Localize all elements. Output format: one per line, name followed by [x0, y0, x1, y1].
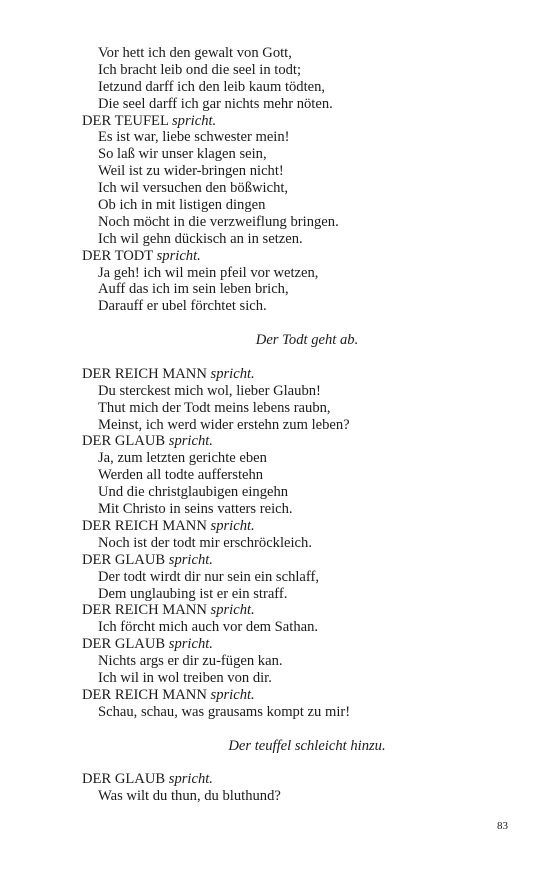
verse-line: Der todt wirdt dir nur sein ein schlaff,: [98, 568, 320, 585]
blank-line: [82, 349, 482, 366]
verse-line: Ich bracht leib ond die seel in todt;: [98, 61, 302, 78]
page-number: 83: [497, 820, 508, 832]
verse-line: Noch möcht in die verzweiflung bringen.: [98, 213, 339, 230]
verse-line: Und die christglaubigen eingehn: [98, 484, 289, 501]
verse-line: Die seel darff ich gar nichts mehr nöten.: [98, 95, 333, 112]
speaker-heading: [82, 552, 482, 569]
verse-line: Schau, schau, was grausams kompt zu mir!: [98, 703, 351, 720]
verse-line: Ich wil gehn dückisch an in setzen.: [98, 230, 303, 247]
speaker-verb: spricht.: [168, 433, 213, 450]
verse-line: Ja geh! ich wil mein pfeil vor wetzen,: [98, 264, 319, 281]
speaker-heading: [82, 771, 482, 788]
verse-line: Thut mich der Todt meins lebens raubn,: [98, 399, 331, 416]
speaker-heading: [82, 248, 482, 265]
speaker-verb: spricht.: [210, 365, 255, 382]
speaker-verb: spricht.: [168, 636, 213, 653]
speaker-name: DER REICH MANN: [82, 365, 207, 382]
blank-line: [82, 721, 482, 738]
verse-line: Auff das ich im sein leben brich,: [98, 281, 289, 298]
verse-line: Dem unglaubing ist er ein straff.: [98, 585, 288, 602]
blank-line: [82, 315, 482, 332]
speaker-verb: spricht.: [210, 686, 255, 703]
speaker-verb: spricht.: [210, 602, 255, 619]
speaker-verb: spricht.: [168, 771, 213, 788]
speaker-name: DER GLAUB: [82, 636, 166, 653]
speaker-name: DER REICH MANN: [82, 686, 207, 703]
speaker-verb: spricht.: [156, 247, 201, 264]
verse-line: Ich wil versuchen den bößwicht,: [98, 180, 289, 197]
verse-line: So laß wir unser klagen sein,: [98, 146, 267, 163]
speaker-heading: [82, 687, 482, 704]
speaker-name: DER GLAUB: [82, 551, 166, 568]
speaker-heading: [82, 366, 482, 383]
speaker-heading: [82, 113, 482, 130]
verse-line: Nichts args er dir zu-fügen kan.: [98, 653, 283, 670]
verse-line: Vor hett ich den gewalt von Gott,: [98, 45, 292, 61]
verse-line: Meinst, ich werd wider erstehn zum leben?: [98, 416, 350, 433]
speaker-heading: [82, 602, 482, 619]
speaker-heading: [82, 433, 482, 450]
speaker-name: DER TODT: [82, 247, 153, 264]
play-text: [82, 45, 482, 805]
stage-direction: Der teuffel schleicht hinzu.: [228, 737, 386, 754]
speaker-verb: spricht.: [210, 517, 255, 534]
stage-direction: Der Todt geht ab.: [255, 332, 359, 349]
speaker-verb: spricht.: [168, 551, 213, 568]
verse-line: Ob ich in mit listigen dingen: [98, 197, 266, 214]
verse-line: Weil ist zu wider-bringen nicht!: [98, 163, 284, 180]
speaker-heading: [82, 636, 482, 653]
verse-line: Es ist war, liebe schwester mein!: [98, 129, 290, 146]
verse-line: Ich förcht mich auch vor dem Sathan.: [98, 619, 319, 636]
speaker-name: DER GLAUB: [82, 771, 166, 788]
speaker-name: DER REICH MANN: [82, 602, 207, 619]
blank-line: [82, 754, 482, 771]
verse-line: Werden all todte aufferstehn: [98, 467, 264, 484]
verse-line: Ja, zum letzten gerichte eben: [98, 450, 267, 467]
verse-line: Ich wil in wol treiben von dir.: [98, 669, 272, 686]
verse-line: Ietzund darff ich den leib kaum tödten,: [98, 78, 326, 95]
speaker-name: DER REICH MANN: [82, 517, 207, 534]
verse-line: Mit Christo in seins vatters reich.: [98, 501, 293, 518]
verse-line: Du sterckest mich wol, lieber Glaubn!: [98, 382, 321, 399]
speaker-name: DER GLAUB: [82, 433, 166, 450]
speaker-name: DER TEUFEL: [82, 112, 169, 129]
speaker-heading: [82, 518, 482, 535]
verse-line: Darauff er ubel förchtet sich.: [98, 298, 267, 315]
speaker-verb: spricht.: [172, 112, 217, 129]
verse-line: Noch ist der todt mir erschröckleich.: [98, 534, 312, 551]
verse-line: Was wilt du thun, du bluthund?: [98, 788, 281, 805]
